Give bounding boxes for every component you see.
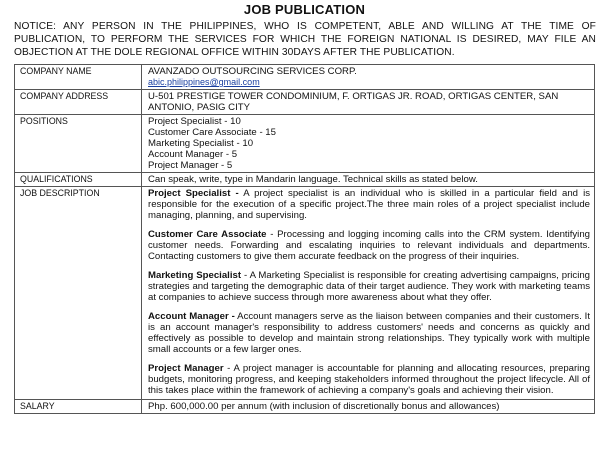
job-text: - Processing and logging incoming calls into the CRM system. Identifying customer needs. Forwarding and escalating inquiries to relevant individuals and departments. Contacting customers to give them accurate feedback on the progress of their inquiries. [148,229,590,262]
company-email-link[interactable]: abic.philippines@gmail.com [148,77,260,87]
page-title: JOB PUBLICATION [243,2,366,17]
list-item: Project Manager - 5 [148,160,233,171]
qualifications-label: QUALIFICATIONS [15,173,142,187]
job-text: - A Marketing Specialist is responsible for creating advertising campaigns, pricing strategies and targeting the demographic data of their target audience. They work with marketing teams at companies to achieve success through more awareness about what they offer. [148,270,590,303]
list-item: Marketing Specialist - 10 [148,138,254,149]
job-title: Marketing Specialist [148,270,242,281]
list-item: Account Manager - 5 [148,149,238,160]
job-title: Project Specialist - [148,188,239,199]
job-text: - A project manager is accountable for planning and allocating resources, preparing budgets, monitoring progress, and keeping stakeholders informed throughout the project lifecycle. All of this takes place within the framework of achieving a company's goals and achieving their vision. [148,363,590,396]
job-description-label: JOB DESCRIPTION [15,187,142,400]
salary-value: Php. 600,000.00 per annum (with inclusion of discretionally bonus and allowances) [142,400,595,414]
table-row [15,90,595,115]
publication-table [14,64,595,414]
job-description-item [148,311,590,355]
table-row [15,65,595,90]
job-text: A project specialist is an individual who is skilled in a particular field and is responsible for the execution of a specific project.The three main roles of a project specialist include managing, planning, and supervising. [148,188,591,221]
list-item: Customer Care Associate - 15 [148,127,276,138]
job-description-item [148,363,590,396]
job-title: Account Manager - [148,311,235,322]
company-name-label: COMPANY NAME [15,65,142,90]
notice-text: NOTICE: ANY PERSON IN THE PHILIPPINES, WHO IS COMPETENT, ABLE AND WILLING AT THE TIME OF PUBLICATION, TO PERFORM THE SERVICES FOR WHICH THE FOREIGN NATIONAL IS DESIRED, MAY FILE AN OBJECTION AT THE DOLE REGIONAL OFFICE WITHIN 30DAYS AFTER THE PUBLICATION. [14,21,596,58]
table-row [15,115,595,173]
company-name-value: AVANZADO OUTSOURCING SERVICES CORP. [148,66,357,77]
table-row [15,173,595,187]
company-address-label: COMPANY ADDRESS [15,90,142,115]
job-description-item [148,270,590,303]
job-title: Project Manager [148,363,224,374]
list-item: Project Specialist - 10 [148,116,241,127]
job-description-item [148,188,590,221]
positions-cell [142,115,595,173]
positions-label: POSITIONS [15,115,142,173]
company-name-cell [142,65,595,90]
job-title: Customer Care Associate [148,229,267,240]
table-row [15,400,595,414]
job-description-item [148,229,590,262]
job-text: Account managers serve as the liaison between companies and their customers. It is an account manager's responsibility to address customers' needs and concerns as quickly and effectively as possible to develop and maintain strong relationships. They typically work with multiple small accounts or a few larger ones. [148,311,590,355]
company-address-value: U-501 PRESTIGE TOWER CONDOMINIUM, F. ORTIGAS JR. ROAD, ORTIGAS CENTER, SAN ANTONIO, PASIG CITY [142,90,595,115]
job-description-cell [142,187,595,400]
salary-label: SALARY [15,400,142,414]
table-row [15,187,595,400]
qualifications-value: Can speak, write, type in Mandarin language. Technical skills as stated below. [142,173,595,187]
